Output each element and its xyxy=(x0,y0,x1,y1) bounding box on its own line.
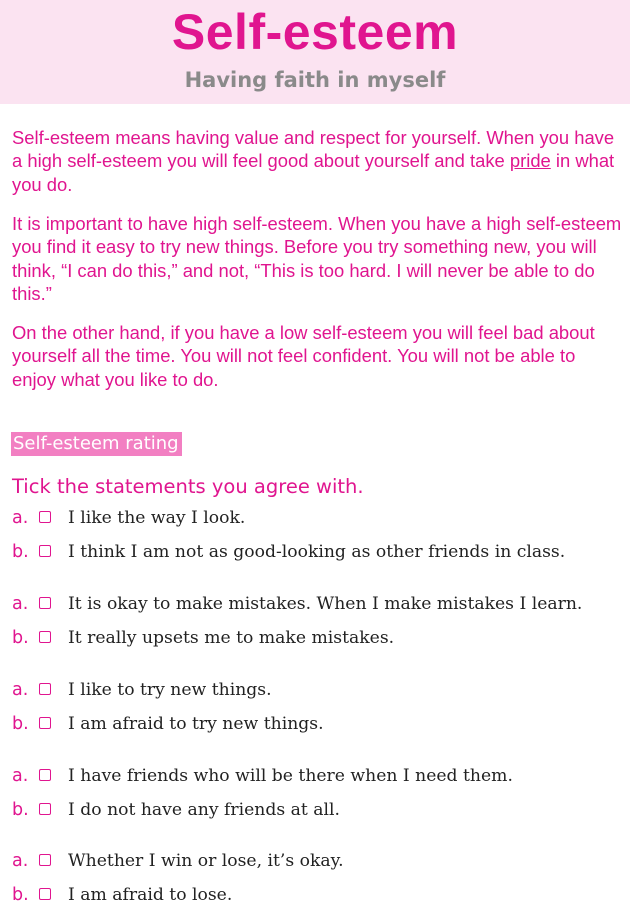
statement-checkbox[interactable] xyxy=(39,597,51,609)
statement-text: I am afraid to lose. xyxy=(68,885,233,905)
statement-checkbox[interactable] xyxy=(39,803,51,815)
section-label-rating: Self-esteem rating xyxy=(11,432,182,456)
statement-checkbox[interactable] xyxy=(39,769,51,781)
statement-row xyxy=(12,676,624,704)
statement-text: I like the way I look. xyxy=(68,508,246,528)
statement-letter: a. xyxy=(12,508,29,528)
statement-letter: a. xyxy=(12,851,29,871)
statement-row xyxy=(12,624,624,652)
statement-checkbox[interactable] xyxy=(39,717,51,729)
instruction-text: Tick the statements you agree with. xyxy=(12,475,364,498)
intro-paragraph-1-text-start: Self-esteem means having value and respect for yourself. When you have a high self-esteem you will feel good about yourself and take xyxy=(12,127,615,172)
statement-checkbox[interactable] xyxy=(39,545,51,557)
statement-letter: b. xyxy=(12,628,29,648)
statement-letter: b. xyxy=(12,800,29,820)
statement-row xyxy=(12,504,624,532)
statement-checkbox[interactable] xyxy=(39,683,51,695)
statement-row xyxy=(12,538,624,566)
statement-row xyxy=(12,710,624,738)
statement-checkbox[interactable] xyxy=(39,511,51,523)
statement-text: I have friends who will be there when I need them. xyxy=(68,766,513,786)
page-title: Self-esteem xyxy=(171,4,459,60)
intro-paragraph-3: On the other hand, if you have a low self-esteem you will feel bad about yourself all the time. You will not feel confident. You will not be able to enjoy what you like to do. xyxy=(12,322,595,390)
intro-paragraph-1 xyxy=(12,126,624,196)
statement-text: I think I am not as good-looking as other friends in class. xyxy=(68,542,566,562)
statement-row xyxy=(12,796,624,824)
statement-letter: a. xyxy=(12,680,29,700)
statement-row xyxy=(12,762,624,790)
statement-text: I am afraid to try new things. xyxy=(68,714,324,734)
statement-row xyxy=(12,881,624,909)
statement-letter: b. xyxy=(12,885,29,905)
statement-letter: b. xyxy=(12,542,29,562)
statement-text: Whether I win or lose, it’s okay. xyxy=(68,851,344,871)
statement-text: It is okay to make mistakes. When I make mistakes I learn. xyxy=(68,594,583,614)
header-banner xyxy=(0,0,630,104)
intro-paragraph-1-text-end: in what you do. xyxy=(12,150,615,195)
intro-paragraph-2: It is important to have high self-esteem. When you have a high self-esteem you find it easy to try new things. Before you try something new, you will think, “I can do this,” and not, “This is too hard. I will never be able to do this.” xyxy=(12,213,622,304)
statement-row xyxy=(12,847,624,875)
statement-letter: b. xyxy=(12,714,29,734)
statement-checkbox[interactable] xyxy=(39,888,51,900)
statement-checkbox[interactable] xyxy=(39,854,51,866)
statement-checkbox[interactable] xyxy=(39,631,51,643)
page-subtitle: Having faith in myself xyxy=(184,68,446,92)
statement-letter: a. xyxy=(12,766,29,786)
statement-letter: a. xyxy=(12,594,29,614)
statement-text: I like to try new things. xyxy=(68,680,272,700)
statement-row xyxy=(12,590,624,618)
underlined-word-pride: pride xyxy=(509,150,551,172)
statement-text: It really upsets me to make mistakes. xyxy=(68,628,395,648)
statement-text: I do not have any friends at all. xyxy=(68,800,340,820)
